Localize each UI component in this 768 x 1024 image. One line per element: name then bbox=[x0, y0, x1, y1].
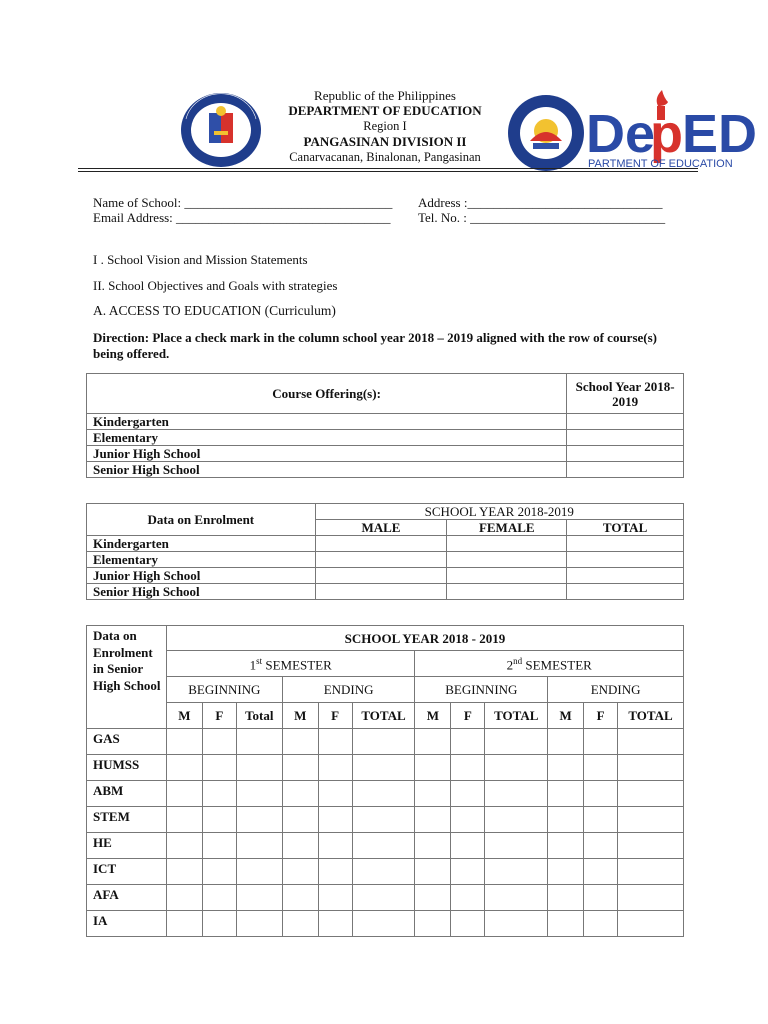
strand-label: IA bbox=[87, 911, 167, 937]
enrolment-input-cell[interactable] bbox=[618, 781, 684, 807]
enrolment-input-cell[interactable] bbox=[618, 807, 684, 833]
enrolment-input-cell[interactable] bbox=[618, 755, 684, 781]
enrolment-input-cell[interactable] bbox=[282, 781, 318, 807]
deped-wordmark-logo bbox=[586, 86, 768, 172]
enrolment-input-cell[interactable] bbox=[236, 911, 282, 937]
male-header: MALE bbox=[315, 520, 447, 536]
enrolment-input-cell[interactable] bbox=[166, 911, 202, 937]
female-header: FEMALE bbox=[447, 520, 567, 536]
section-access: A. ACCESS TO EDUCATION (Curriculum) bbox=[93, 303, 336, 318]
enrolment-input-cell[interactable] bbox=[415, 781, 451, 807]
section-vision: I . School Vision and Mission Statements bbox=[93, 252, 308, 267]
total-header: TOTAL bbox=[485, 703, 548, 729]
enrolment-input-cell[interactable] bbox=[415, 833, 451, 859]
division-title: PANGASINAN DIVISION II bbox=[303, 134, 467, 149]
sem2-word: SEMESTER bbox=[522, 657, 592, 673]
f-header: F bbox=[318, 703, 352, 729]
enrolment-input-cell[interactable] bbox=[236, 807, 282, 833]
enrolment-input-cell[interactable] bbox=[485, 729, 548, 755]
enrolment-input-cell[interactable] bbox=[202, 911, 236, 937]
enrolment-input-cell[interactable] bbox=[548, 729, 584, 755]
sem2-beginning-header: BEGINNING bbox=[415, 677, 548, 703]
row-label: Junior High School bbox=[87, 446, 567, 462]
enrolment-input-cell[interactable] bbox=[202, 729, 236, 755]
total-cell[interactable] bbox=[567, 552, 684, 568]
enrolment-input-cell[interactable] bbox=[202, 859, 236, 885]
female-cell[interactable] bbox=[447, 552, 567, 568]
f-header: F bbox=[584, 703, 618, 729]
division-seal-logo bbox=[506, 93, 586, 173]
enrolment-input-cell[interactable] bbox=[618, 911, 684, 937]
first-semester-header bbox=[166, 651, 415, 677]
female-cell[interactable] bbox=[447, 536, 567, 552]
division-address: Canarvacanan, Binalonan, Pangasinan bbox=[289, 150, 481, 164]
enrolment-input-cell[interactable] bbox=[485, 885, 548, 911]
f-header: F bbox=[451, 703, 485, 729]
enrolment-input-cell[interactable] bbox=[548, 885, 584, 911]
enrolment-table bbox=[86, 503, 684, 600]
total-cell[interactable] bbox=[567, 584, 684, 600]
enrolment-input-cell[interactable] bbox=[282, 755, 318, 781]
total-header: TOTAL bbox=[352, 703, 415, 729]
enrolment-input-cell[interactable] bbox=[352, 781, 415, 807]
enrolment-input-cell[interactable] bbox=[415, 755, 451, 781]
enrolment-input-cell[interactable] bbox=[451, 911, 485, 937]
enrolment-input-cell[interactable] bbox=[451, 755, 485, 781]
enrolment-input-cell[interactable] bbox=[202, 833, 236, 859]
enrolment-input-cell[interactable] bbox=[415, 807, 451, 833]
school-year-header: School Year 2018-2019 bbox=[567, 374, 684, 414]
enrolment-input-cell[interactable] bbox=[584, 807, 618, 833]
enrolment-input-cell[interactable] bbox=[548, 781, 584, 807]
sem1-word: SEMESTER bbox=[262, 657, 332, 673]
m-header: M bbox=[415, 703, 451, 729]
check-cell[interactable] bbox=[567, 446, 684, 462]
row-label: Elementary bbox=[87, 552, 316, 568]
course-offering-table bbox=[86, 373, 684, 478]
enrolment-input-cell[interactable] bbox=[166, 859, 202, 885]
enrolment-input-cell[interactable] bbox=[451, 833, 485, 859]
enrolment-input-cell[interactable] bbox=[318, 729, 352, 755]
enrolment-input-cell[interactable] bbox=[236, 885, 282, 911]
enrolment-input-cell[interactable] bbox=[236, 781, 282, 807]
strand-label: ICT bbox=[87, 859, 167, 885]
enrolment-input-cell[interactable] bbox=[202, 781, 236, 807]
sem1-beginning-header: BEGINNING bbox=[166, 677, 282, 703]
sem2-number: 2 bbox=[506, 657, 514, 673]
shs-school-year-header: SCHOOL YEAR 2018 - 2019 bbox=[166, 626, 683, 651]
row-label: Senior High School bbox=[87, 584, 316, 600]
m-header: M bbox=[548, 703, 584, 729]
enrolment-input-cell[interactable] bbox=[352, 807, 415, 833]
course-offering-header: Course Offering(s): bbox=[87, 374, 567, 414]
sem2-ending-header: ENDING bbox=[548, 677, 684, 703]
enrolment-input-cell[interactable] bbox=[282, 807, 318, 833]
female-cell[interactable] bbox=[447, 568, 567, 584]
enrolment-input-cell[interactable] bbox=[318, 781, 352, 807]
enrolment-input-cell[interactable] bbox=[618, 885, 684, 911]
strand-label: HUMSS bbox=[87, 755, 167, 781]
row-label: Kindergarten bbox=[87, 536, 316, 552]
enrolment-input-cell[interactable] bbox=[352, 755, 415, 781]
enrolment-input-cell[interactable] bbox=[485, 911, 548, 937]
enrolment-input-cell[interactable] bbox=[352, 833, 415, 859]
strand-label: ABM bbox=[87, 781, 167, 807]
svg-text:p: p bbox=[650, 104, 683, 164]
enrolment-input-cell[interactable] bbox=[618, 859, 684, 885]
enrolment-input-cell[interactable] bbox=[318, 859, 352, 885]
enrolment-input-cell[interactable] bbox=[415, 911, 451, 937]
check-cell[interactable] bbox=[567, 462, 684, 478]
enrolment-input-cell[interactable] bbox=[282, 833, 318, 859]
enrolment-input-cell[interactable] bbox=[236, 755, 282, 781]
tel-field: Tel. No. : ______________________________ bbox=[418, 210, 666, 225]
enrolment-input-cell[interactable] bbox=[548, 755, 584, 781]
sem1-number: 1 bbox=[249, 657, 257, 673]
enrolment-input-cell[interactable] bbox=[352, 911, 415, 937]
republic-text: Republic of the Philippines bbox=[314, 88, 456, 103]
enrolment-input-cell[interactable] bbox=[415, 885, 451, 911]
enrolment-input-cell[interactable] bbox=[584, 833, 618, 859]
enrolment-input-cell[interactable] bbox=[548, 807, 584, 833]
enrolment-input-cell[interactable] bbox=[318, 885, 352, 911]
enrolment-input-cell[interactable] bbox=[202, 755, 236, 781]
enrolment-input-cell[interactable] bbox=[236, 833, 282, 859]
enrolment-input-cell[interactable] bbox=[236, 859, 282, 885]
enrolment-input-cell[interactable] bbox=[485, 807, 548, 833]
enrolment-input-cell[interactable] bbox=[584, 885, 618, 911]
enrolment-input-cell[interactable] bbox=[352, 859, 415, 885]
enrolment-input-cell[interactable] bbox=[166, 781, 202, 807]
enrolment-input-cell[interactable] bbox=[485, 755, 548, 781]
total-cell[interactable] bbox=[567, 536, 684, 552]
enrolment-input-cell[interactable] bbox=[415, 729, 451, 755]
f-header: F bbox=[202, 703, 236, 729]
enrolment-input-cell[interactable] bbox=[282, 885, 318, 911]
enrolment-input-cell[interactable] bbox=[318, 833, 352, 859]
header-divider-2 bbox=[78, 171, 698, 172]
svg-text:ED: ED bbox=[682, 104, 758, 164]
row-label: Junior High School bbox=[87, 568, 316, 584]
school-name-field: Name of School: ________________________________ bbox=[93, 195, 393, 210]
enrolment-input-cell[interactable] bbox=[485, 859, 548, 885]
enrolment-input-cell[interactable] bbox=[166, 755, 202, 781]
enrolment-input-cell[interactable] bbox=[584, 781, 618, 807]
male-cell[interactable] bbox=[315, 568, 447, 584]
total-header: TOTAL bbox=[567, 520, 684, 536]
strand-label: STEM bbox=[87, 807, 167, 833]
check-cell[interactable] bbox=[567, 430, 684, 446]
m-header: M bbox=[166, 703, 202, 729]
senior-high-enrolment-table bbox=[86, 625, 684, 937]
total-header: TOTAL bbox=[618, 703, 684, 729]
enrolment-input-cell[interactable] bbox=[451, 807, 485, 833]
enrolment-input-cell[interactable] bbox=[318, 911, 352, 937]
enrolment-input-cell[interactable] bbox=[451, 885, 485, 911]
second-semester-header bbox=[415, 651, 684, 677]
enrolment-input-cell[interactable] bbox=[584, 911, 618, 937]
male-cell[interactable] bbox=[315, 552, 447, 568]
enrolment-input-cell[interactable] bbox=[166, 807, 202, 833]
enrolment-input-cell[interactable] bbox=[166, 833, 202, 859]
total-cell[interactable] bbox=[567, 568, 684, 584]
male-cell[interactable] bbox=[315, 584, 447, 600]
enrolment-input-cell[interactable] bbox=[451, 781, 485, 807]
enrolment-input-cell[interactable] bbox=[282, 911, 318, 937]
enrolment-input-cell[interactable] bbox=[202, 807, 236, 833]
female-cell[interactable] bbox=[447, 584, 567, 600]
enrolment-input-cell[interactable] bbox=[318, 807, 352, 833]
shs-enrolment-header: Data on Enrolment in Senior High School bbox=[87, 626, 167, 729]
strand-label: AFA bbox=[87, 885, 167, 911]
enrolment-input-cell[interactable] bbox=[618, 833, 684, 859]
email-field: Email Address: _________________________________ bbox=[93, 210, 391, 225]
m-header: M bbox=[282, 703, 318, 729]
address-field: Address :______________________________ bbox=[418, 195, 663, 210]
check-cell[interactable] bbox=[567, 414, 684, 430]
sem1-suffix: st bbox=[256, 656, 263, 667]
enrolment-input-cell[interactable] bbox=[548, 911, 584, 937]
svg-text:PARTMENT OF EDUCATION: PARTMENT OF EDUCATION bbox=[588, 158, 733, 170]
sem1-ending-header: ENDING bbox=[282, 677, 415, 703]
enrolment-input-cell[interactable] bbox=[485, 781, 548, 807]
enrolment-input-cell[interactable] bbox=[352, 885, 415, 911]
enrolment-input-cell[interactable] bbox=[282, 859, 318, 885]
enrolment-input-cell[interactable] bbox=[166, 729, 202, 755]
enrolment-input-cell[interactable] bbox=[548, 833, 584, 859]
school-year-group-header: SCHOOL YEAR 2018-2019 bbox=[315, 504, 683, 520]
enrolment-header: Data on Enrolment bbox=[87, 504, 316, 536]
enrolment-input-cell[interactable] bbox=[584, 729, 618, 755]
svg-text:De: De bbox=[586, 104, 656, 164]
header-divider bbox=[78, 168, 698, 169]
enrolment-input-cell[interactable] bbox=[415, 859, 451, 885]
enrolment-input-cell[interactable] bbox=[618, 729, 684, 755]
region-text: Region I bbox=[363, 119, 407, 133]
enrolment-input-cell[interactable] bbox=[236, 729, 282, 755]
total-header: Total bbox=[236, 703, 282, 729]
strand-label: GAS bbox=[87, 729, 167, 755]
enrolment-input-cell[interactable] bbox=[451, 729, 485, 755]
enrolment-input-cell[interactable] bbox=[451, 859, 485, 885]
strand-label: HE bbox=[87, 833, 167, 859]
enrolment-input-cell[interactable] bbox=[282, 729, 318, 755]
enrolment-input-cell[interactable] bbox=[352, 729, 415, 755]
enrolment-input-cell[interactable] bbox=[584, 755, 618, 781]
row-label: Kindergarten bbox=[87, 414, 567, 430]
section-objectives: II. School Objectives and Goals with strategies bbox=[93, 278, 338, 293]
male-cell[interactable] bbox=[315, 536, 447, 552]
row-label: Senior High School bbox=[87, 462, 567, 478]
department-title: DEPARTMENT OF EDUCATION bbox=[288, 103, 482, 118]
enrolment-input-cell[interactable] bbox=[166, 885, 202, 911]
enrolment-input-cell[interactable] bbox=[548, 859, 584, 885]
row-label: Elementary bbox=[87, 430, 567, 446]
sem2-suffix: nd bbox=[513, 656, 523, 667]
enrolment-input-cell[interactable] bbox=[318, 755, 352, 781]
enrolment-input-cell[interactable] bbox=[485, 833, 548, 859]
enrolment-input-cell[interactable] bbox=[584, 859, 618, 885]
enrolment-input-cell[interactable] bbox=[202, 885, 236, 911]
direction-text: Direction: Place a check mark in the column school year 2018 – 2019 aligned with the row of course(s) being offered. bbox=[93, 330, 657, 361]
